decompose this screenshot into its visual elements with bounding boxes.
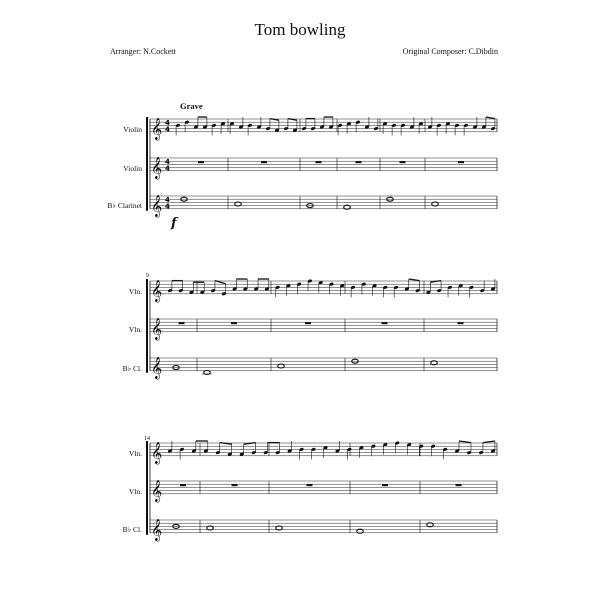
- staff-label-clarinet: B♭ Cl.: [122, 525, 142, 534]
- dynamic-marking: f: [171, 216, 177, 231]
- whole-rest: [382, 484, 388, 486]
- whole-rest: [356, 161, 362, 163]
- whole-rest: [198, 161, 204, 163]
- note-beam: [483, 441, 495, 443]
- treble-clef-icon: 𝄞: [151, 279, 163, 302]
- time-signature: 4: [165, 125, 170, 134]
- whole-rest: [458, 322, 464, 324]
- arranger-credit: Arranger: N.Cockett: [110, 47, 176, 56]
- whole-rest: [316, 161, 322, 163]
- whole-rest: [305, 322, 311, 324]
- treble-clef-icon: 𝄞: [151, 194, 163, 217]
- composer-credit: Original Composer: C.Dibdin: [402, 47, 498, 56]
- staff-label-violin-1: Violin: [123, 125, 142, 134]
- time-signature: 4: [165, 118, 170, 127]
- whole-rest: [458, 161, 464, 163]
- treble-clef-icon: 𝄞: [151, 441, 163, 464]
- treble-clef-icon: 𝄞: [151, 317, 163, 340]
- treble-clef-icon: 𝄞: [151, 356, 163, 379]
- measure-number: 14: [144, 436, 150, 442]
- time-signature: 4: [165, 202, 170, 211]
- staff-label-violin-2: Violin: [123, 164, 142, 173]
- whole-rest: [231, 322, 237, 324]
- staff-label-violin-2: Vln.: [128, 487, 142, 496]
- time-signature: 4: [165, 164, 170, 173]
- whole-rest: [232, 484, 238, 486]
- note-beam: [486, 117, 495, 119]
- whole-rest: [261, 161, 267, 163]
- whole-rest: [382, 322, 388, 324]
- time-signature: 4: [165, 157, 170, 166]
- treble-clef-icon: 𝄞: [151, 479, 163, 502]
- whole-rest: [180, 484, 186, 486]
- note-beam: [409, 279, 420, 281]
- whole-rest: [400, 161, 406, 163]
- tempo-marking: Grave: [180, 101, 203, 111]
- score-title: Tom bowling: [254, 20, 346, 39]
- measure-number: 9: [146, 273, 149, 279]
- treble-clef-icon: 𝄞: [151, 117, 163, 140]
- staff-label-violin-1: Vln.: [128, 287, 142, 296]
- whole-rest: [307, 484, 313, 486]
- treble-clef-icon: 𝄞: [151, 518, 163, 541]
- whole-rest: [456, 484, 462, 486]
- staff-label-violin-2: Vln.: [128, 325, 142, 334]
- staff-label-clarinet: B♭ Cl.: [122, 364, 142, 373]
- time-signature: 4: [165, 195, 170, 204]
- whole-rest: [179, 322, 185, 324]
- staff-label-clarinet: B♭ Clarinet: [107, 201, 142, 210]
- note-beam: [459, 441, 471, 443]
- staff-label-violin-1: Vln.: [128, 449, 142, 458]
- treble-clef-icon: 𝄞: [151, 156, 163, 179]
